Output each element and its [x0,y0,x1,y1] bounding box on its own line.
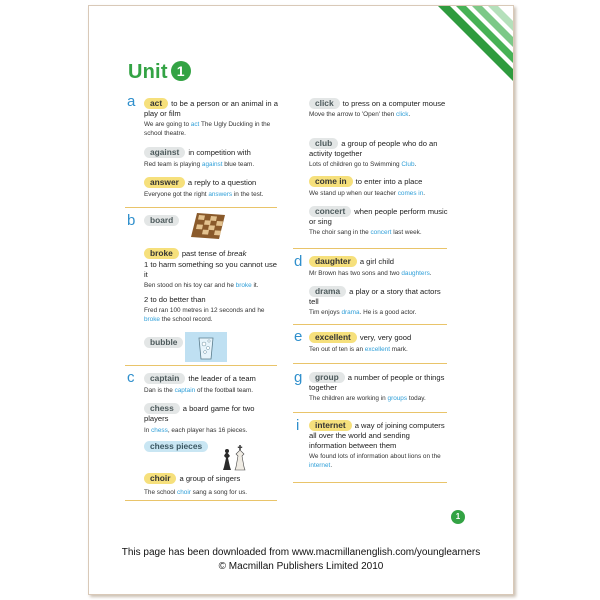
def-chess: a board game for two players [144,404,255,423]
section-letter-i: i [296,417,300,434]
example-chess: In chess, each player has 16 pieces. [144,427,248,434]
entry-group [309,372,449,403]
word-act: act [144,98,168,109]
example-drama: Tim enjoys drama. He is a good actor. [309,309,417,316]
example-click: Move the arrow to 'Open' then click. [309,111,411,118]
entry-drama [309,286,449,317]
section-letter-e: e [294,328,303,345]
unit-label: Unit [128,61,168,83]
separator-b-c [125,365,277,366]
footer-copyright: © Macmillan Publishers Limited 2010 [218,561,384,572]
example-excellent: Ten out of ten is an excellent mark. [309,346,408,353]
def-concert: when people perform music or sing [309,207,448,226]
entry-internet [309,420,449,470]
separator-a-b [125,207,277,208]
example-choir: The school choir sang a song for us. [144,489,248,496]
def-come-in: to enter into a place [355,177,423,186]
sense-broke-2: 2 to do better than [144,295,206,304]
example-daughter: Mr Brown has two sons and two daughters. [309,270,432,277]
word-click: click [309,98,340,109]
word-answer: answer [144,177,185,188]
entry-answer [144,177,279,199]
chess-board-image [189,211,227,241]
def-captain: the leader of a team [188,374,256,383]
footer-download-notice: This page has been downloaded from www.macmillanenglish.com/younglearners [121,547,481,558]
section-letter-c: c [127,369,135,386]
entry-act [144,98,279,138]
section-letter-a: a [127,93,136,110]
unit-title [128,61,191,84]
word-club: club [309,138,338,149]
entry-broke: broke past tense of break 1 to harm something so you cannot use it Ben stood on his toy car and he broke it. 2 to do better than Fred ran 100 metres in 12 seconds and he broke the school record. [144,248,279,324]
entry-excellent [309,332,449,354]
word-captain: captain [144,373,185,384]
dictionary-page [88,5,514,595]
word-bubble: bubble [144,337,183,348]
separator-g-i [293,412,447,413]
section-letter-g: g [294,369,303,386]
word-group: group [309,372,345,383]
def-daughter: a girl child [359,257,395,266]
word-broke: broke [144,248,179,259]
chess-pieces-image [219,444,249,472]
word-concert: concert [309,206,351,217]
section-letter-d: d [294,253,303,270]
separator-c-d [293,248,447,249]
bubbles-glass-image [185,332,227,362]
entry-come-in [309,176,449,198]
def-against: in competition with [188,148,251,157]
example-come-in: We stand up when our teacher comes in. [309,190,426,197]
example-concert: The choir sang in the concert last week. [309,229,422,236]
word-come-in: come in [309,176,353,187]
example-internet: We found lots of information about lions on the internet. [309,453,441,469]
entry-daughter [309,256,449,278]
def-choir: a group of singers [179,474,241,483]
entry-concert [309,206,449,237]
def-act: to be a person or an animal in a play or film [144,99,278,118]
separator-e-g [293,363,447,364]
def-answer: a reply to a question [187,178,257,187]
word-internet: internet [309,420,352,431]
example-captain: Dan is the captain of the football team. [144,387,254,394]
separator-i-end [293,482,447,483]
example-club: Lots of children go to Swimming Club. [309,161,417,168]
example-broke-1: Ben stood on his toy car and he broke it. [144,282,259,289]
word-choir: choir [144,473,176,484]
corner-stripes-decoration [438,6,513,81]
entry-click [309,98,449,119]
def-group: a number of people or things together [309,373,445,392]
sense-broke-1: 1 to harm something so you cannot use it [144,260,277,279]
section-letter-b: b [127,212,136,229]
def-click: to press on a computer mouse [342,99,446,108]
def-internet: a way of joining computers all over the world and sending information between them [309,421,445,450]
entry-choir [144,473,279,497]
word-drama: drama [309,286,346,297]
example-act: We are going to act The Ugly Duckling in the school theatre. [144,121,271,137]
word-excellent: excellent [309,332,357,343]
word-board: board [144,215,179,226]
page-number-badge: 1 [451,510,465,524]
def-club: a group of people who do an activity together [309,139,438,158]
word-against: against [144,147,185,158]
word-daughter: daughter [309,256,357,267]
example-broke-2: Fred ran 100 metres in 12 seconds and he broke the school record. [144,307,265,323]
word-chess-pieces: chess pieces [144,441,208,452]
example-against: Red team is playing against blue team. [144,161,255,168]
word-chess: chess [144,403,180,414]
example-answer: Everyone got the right answers in the test. [144,191,264,198]
separator-d-e [293,324,447,325]
example-group: The children are working in groups today. [309,395,426,402]
def-drama: a play or a story that actors tell [309,287,441,306]
entry-captain [144,373,279,395]
entry-chess-pieces [144,441,279,452]
separator-c-end [125,500,277,501]
entry-chess [144,403,279,435]
unit-number-badge: 1 [171,61,191,81]
entry-against [144,147,279,169]
entry-club [309,138,449,169]
def-excellent: very, very good [359,333,412,342]
